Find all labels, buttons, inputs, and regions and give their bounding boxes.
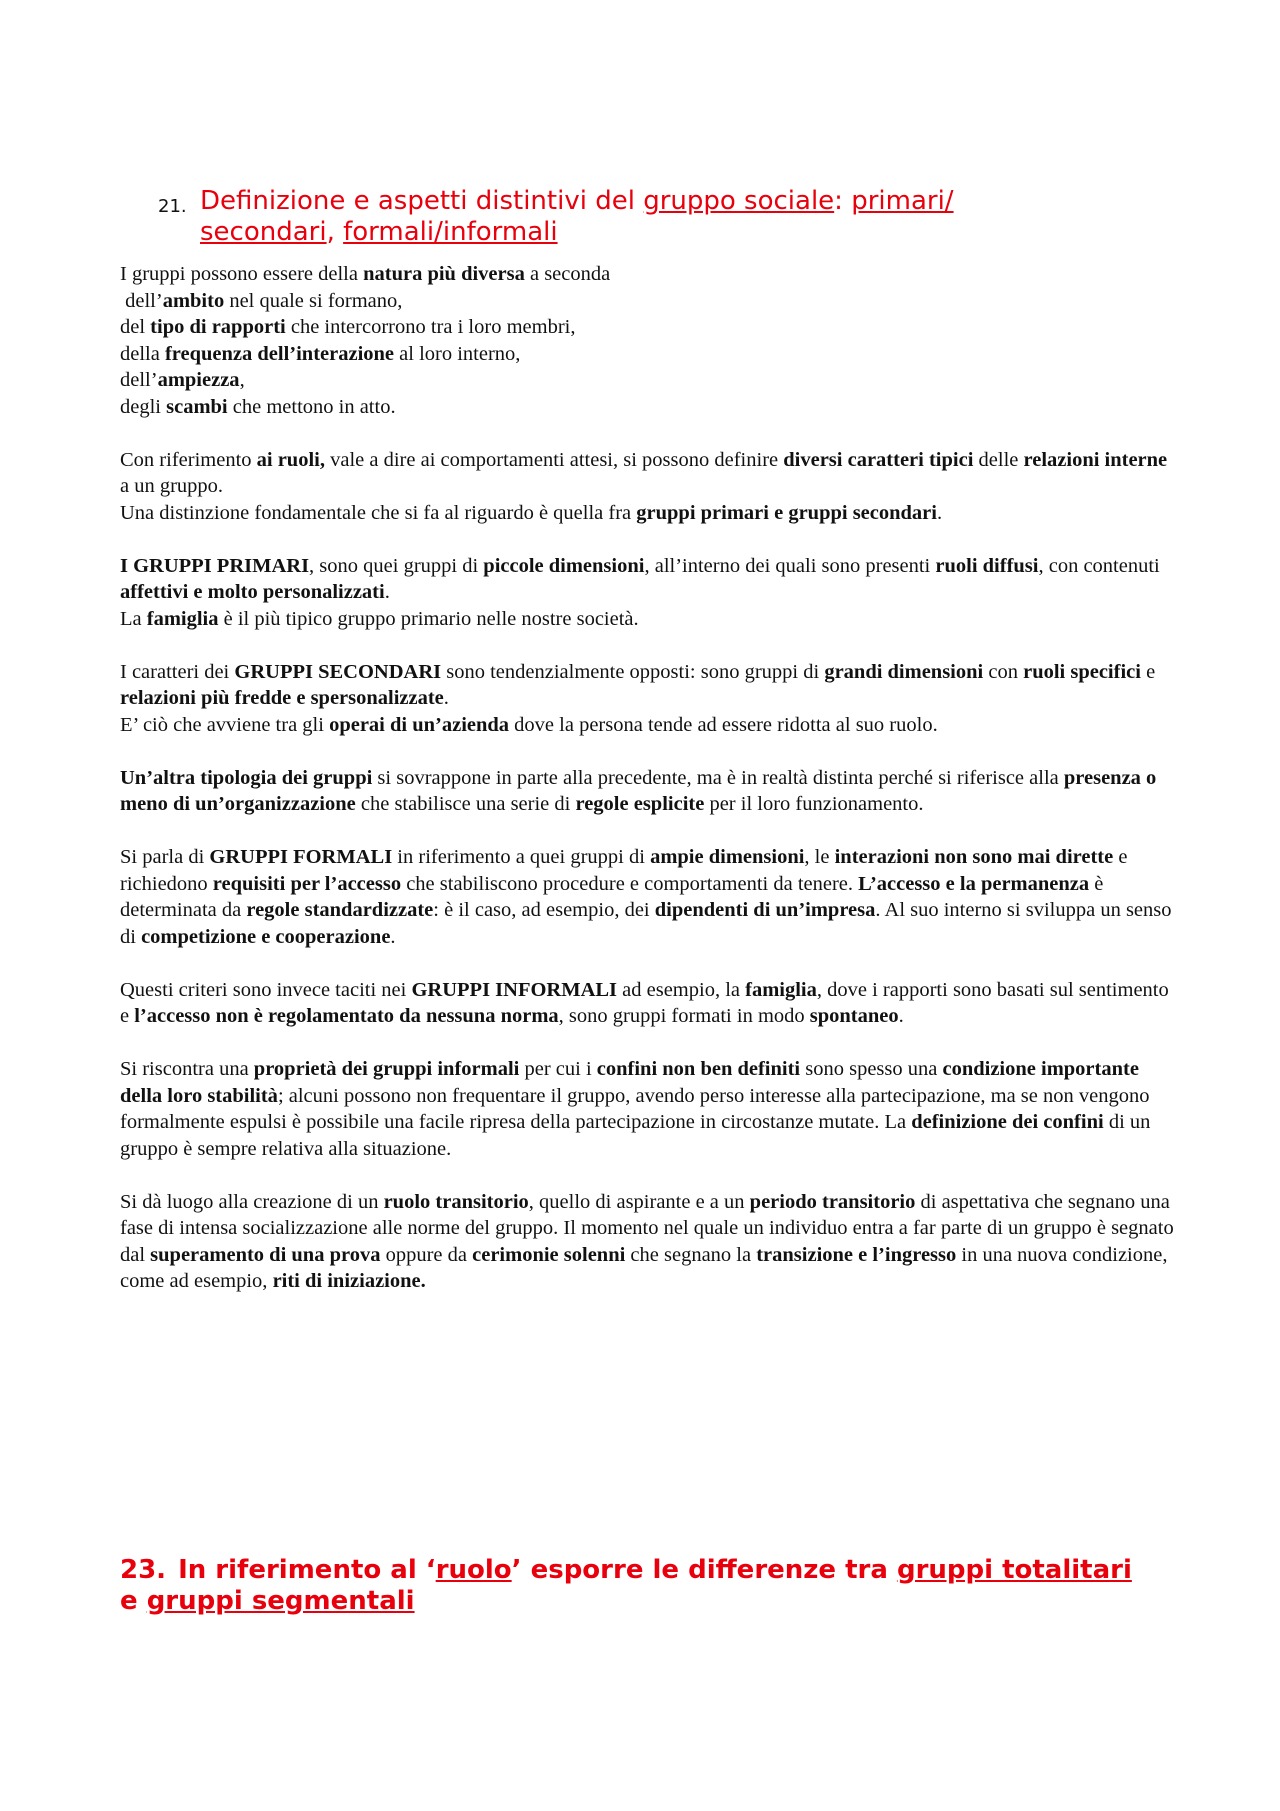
text: al loro interno,	[394, 342, 521, 365]
bold-text: ampiezza	[157, 369, 240, 391]
bold-text: ampie dimensioni	[650, 846, 805, 868]
heading-link-ruolo: ruolo	[435, 1555, 512, 1585]
text: e richiedono	[120, 846, 1128, 895]
heading-text: :	[834, 186, 852, 216]
text: e	[1140, 660, 1156, 683]
heading-link-gruppo-sociale: gruppo sociale	[643, 186, 835, 216]
text: I caratteri dei	[120, 660, 235, 683]
heading-text: e	[120, 1586, 147, 1616]
bold-text: requisiti per l’accesso	[212, 872, 402, 895]
bold-text: GRUPPI FORMALI	[209, 846, 393, 868]
bold-text: scambi	[166, 395, 228, 418]
text: sono tendenzialmente opposti: sono gruppi di	[441, 660, 825, 683]
text: in una nuova condizione, come ad esempio,	[120, 1243, 1168, 1292]
text: è il più tipico gruppo primario nelle nostre società.	[218, 607, 639, 630]
text: .	[443, 687, 449, 709]
heading-text: In riferimento al ‘	[178, 1555, 436, 1585]
bold-text: interazioni non sono mai dirette	[834, 846, 1114, 868]
text: sono spesso una	[800, 1058, 943, 1080]
text: , sono quei gruppi di	[309, 554, 484, 577]
paragraph-ruolo-transitorio	[120, 1189, 1180, 1295]
bold-text: GRUPPI SECONDARI	[234, 660, 442, 683]
bold-text: L’accesso e la permanenza	[858, 872, 1090, 895]
bold-text: l’accesso non è regolamentato da nessuna norma	[134, 1005, 559, 1027]
heading-link-gruppi-totalitari: gruppi totalitari	[896, 1555, 1132, 1585]
text: è determinata da	[120, 872, 1104, 921]
text: I gruppi possono essere della	[120, 263, 364, 285]
bold-text: ruoli specifici	[1023, 660, 1141, 683]
bold-text: grandi dimensioni	[824, 660, 984, 683]
text: ; alcuni possono non frequentare il gruppo, avendo perso interesse alla partecipazione, ma se non vengono formalmente espulsi è possibile una facile ripresa della partecipazione in circostanze mutate. La	[120, 1084, 1150, 1133]
text: che segnano la	[625, 1243, 757, 1266]
text: della	[120, 342, 165, 365]
bold-text: definizione dei confini	[911, 1111, 1104, 1133]
heading-text: ,	[326, 217, 344, 247]
text: , le	[804, 846, 835, 868]
section-number: 23.	[120, 1555, 167, 1585]
heading-text: ’ esporre le differenze tra	[511, 1555, 897, 1585]
text: dell’	[120, 289, 163, 312]
bold-text: Un’altra tipologia dei gruppi	[120, 766, 373, 789]
paragraph-gruppi-formali	[120, 844, 1180, 950]
bold-text: ambito	[162, 289, 225, 312]
bold-text: condizione importante della loro stabilità	[120, 1058, 1139, 1107]
text: , quello di aspirante e a un	[528, 1190, 750, 1213]
bold-text: ruoli diffusi	[935, 554, 1039, 577]
text: . Al suo interno si sviluppa un senso di	[120, 899, 1172, 948]
text: che intercorrono tra i loro membri,	[285, 316, 576, 338]
text: .	[898, 1005, 904, 1027]
bold-text: dipendenti di un’impresa	[654, 899, 876, 921]
bold-text: tipo di rapporti	[150, 316, 286, 338]
bold-text: diversi caratteri tipici	[783, 448, 974, 471]
text: ad esempio, la	[617, 978, 746, 1001]
text: che stabilisce una serie di	[355, 793, 576, 815]
paragraph-ruoli	[120, 447, 1180, 527]
bold-text: presenza o meno di un’organizzazione	[120, 766, 1157, 815]
bold-text: relazioni interne	[1023, 448, 1168, 471]
paragraph-intro	[120, 261, 1180, 420]
text: Con riferimento	[120, 448, 257, 471]
text: che mettono in atto.	[227, 395, 396, 418]
bold-text: spontaneo	[809, 1005, 899, 1027]
bold-text: piccole dimensioni	[483, 554, 645, 577]
text: Si riscontra una	[120, 1058, 254, 1080]
text: , con contenuti	[1038, 554, 1160, 577]
bold-text: ruolo transitorio	[383, 1190, 529, 1213]
bold-text: famiglia	[146, 607, 219, 630]
bold-text: gruppi primari e gruppi secondari	[636, 501, 937, 524]
text: , dove i rapporti sono basati sul sentimento e	[120, 978, 1169, 1027]
bold-text: frequenza dell’interazione	[164, 342, 395, 365]
bold-text: confini non ben definiti	[596, 1058, 801, 1080]
bold-text: ai ruoli,	[256, 448, 325, 471]
bold-text: proprietà dei gruppi informali	[253, 1058, 520, 1080]
text: : è il caso, ad esempio, dei	[433, 899, 655, 921]
text: in riferimento a quei gruppi di	[392, 846, 651, 868]
paragraph-gruppi-informali	[120, 977, 1180, 1030]
text: di aspettativa che segnano una fase di intensa socializzazione alle norme del gruppo. Il momento nel quale un individuo entra a far parte di un gruppo è segnato dal	[120, 1190, 1174, 1266]
bold-text: competizione e cooperazione	[141, 925, 391, 948]
bold-text: regole standardizzate	[246, 899, 434, 921]
paragraph-gruppi-primari	[120, 553, 1180, 633]
text: a un gruppo.	[120, 475, 224, 497]
section-21-heading	[158, 186, 1118, 248]
text: La	[120, 607, 147, 630]
section-23-heading	[120, 1555, 1180, 1617]
heading-link-gruppi-segmentali: gruppi segmentali	[146, 1586, 415, 1616]
heading-link-primari: primari/	[851, 186, 954, 216]
text: per il loro funzionamento.	[704, 793, 924, 815]
text: Si parla di	[120, 846, 210, 868]
text: a seconda	[524, 263, 611, 285]
text: che stabiliscono procedure e comportamenti da tenere.	[401, 872, 859, 895]
heading-link-formali-informali: formali/informali	[343, 217, 558, 247]
text: vale a dire ai comportamenti attesi, si possono definire	[324, 448, 784, 471]
text: E’ ciò che avviene tra gli	[120, 713, 330, 736]
bold-text: operai di un’azienda	[329, 713, 510, 736]
bold-text: regole esplicite	[575, 793, 705, 815]
text: .	[390, 925, 396, 948]
paragraph-confini	[120, 1056, 1180, 1162]
text: delle	[973, 448, 1024, 471]
text: si sovrappone in parte alla precedente, ma è in realtà distinta perché si riferisce alla	[372, 766, 1064, 789]
section-number: 21.	[158, 196, 187, 217]
bold-text: I GRUPPI PRIMARI	[120, 554, 310, 577]
bold-text: periodo transitorio	[749, 1190, 916, 1213]
paragraph-tipologia	[120, 765, 1180, 818]
text: .	[384, 581, 390, 603]
text: Una distinzione fondamentale che si fa al riguardo è quella fra	[120, 501, 637, 524]
bold-text: relazioni più fredde e spersonalizzate	[120, 687, 444, 709]
text: oppure da	[380, 1243, 473, 1266]
bold-text: transizione e l’ingresso	[756, 1243, 957, 1266]
text: per cui i	[519, 1058, 597, 1080]
bold-text: affettivi e molto personalizzati	[120, 581, 385, 603]
bold-text: natura più diversa	[363, 263, 525, 285]
text: degli	[120, 395, 167, 418]
bold-text: GRUPPI INFORMALI	[411, 978, 618, 1001]
paragraph-gruppi-secondari	[120, 659, 1180, 739]
bold-text: superamento di una prova	[150, 1243, 381, 1266]
text: dell’	[120, 369, 158, 391]
text: di un gruppo è sempre relativa alla situazione.	[120, 1111, 1151, 1160]
text: ,	[239, 369, 245, 391]
text: , sono gruppi formati in modo	[558, 1005, 810, 1027]
heading-text: Definizione e aspetti distintivi del	[200, 186, 644, 216]
text: nel quale si formano,	[224, 289, 403, 312]
bold-text: cerimonie solenni	[472, 1243, 626, 1266]
text: dove la persona tende ad essere ridotta al suo ruolo.	[509, 713, 938, 736]
text: Si dà luogo alla creazione di un	[120, 1190, 384, 1213]
heading-link-secondari: secondari	[200, 217, 327, 247]
document-body	[120, 261, 1180, 1321]
text: .	[936, 501, 943, 524]
bold-text: riti di iniziazione.	[272, 1270, 426, 1292]
text: Questi criteri sono invece taciti nei	[120, 978, 412, 1001]
bold-text: famiglia	[745, 978, 817, 1001]
text: con	[983, 660, 1024, 683]
text: , all’interno dei quali sono presenti	[644, 554, 936, 577]
text: del	[120, 316, 151, 338]
